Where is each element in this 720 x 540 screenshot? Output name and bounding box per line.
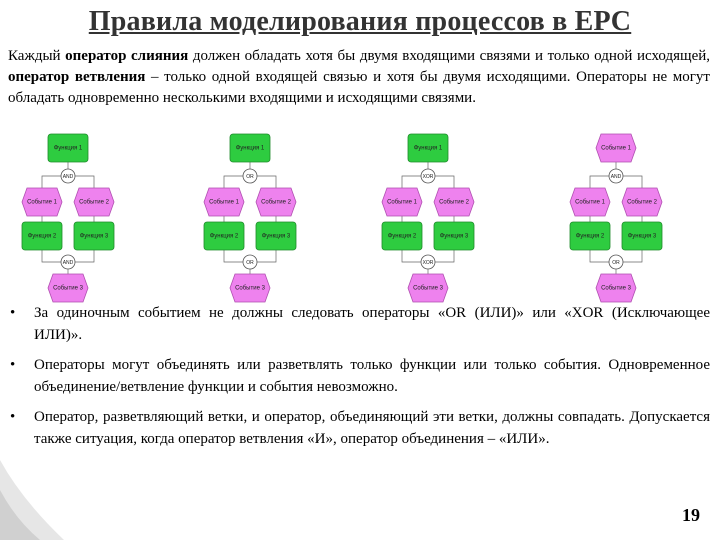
connector-line: [75, 250, 94, 262]
operator-label: XOR: [422, 173, 434, 180]
connector-line: [257, 176, 276, 188]
intro-term-merge-operator: оператор слияния: [65, 48, 189, 64]
connector-line: [435, 250, 454, 262]
rules-list: [8, 302, 710, 458]
intro-term-branch-operator: оператор ветвления: [8, 69, 146, 85]
epc-diagram: [382, 134, 474, 302]
connector-line: [42, 250, 61, 262]
connector-line: [42, 176, 61, 188]
bullet-icon: •: [10, 357, 16, 373]
operator-label: AND: [62, 173, 74, 180]
row2-left-node-label: Событие 1: [27, 199, 57, 206]
connector-line: [435, 176, 454, 188]
rule-item: [8, 354, 710, 398]
epc-diagram: [570, 134, 662, 302]
page-number: 19: [682, 505, 700, 525]
top-node-label: Функция 1: [413, 145, 443, 152]
connector-line: [590, 250, 609, 262]
top-node-label: Событие 1: [601, 145, 631, 152]
connector-line: [224, 250, 243, 262]
rule-item: [8, 302, 710, 346]
operator-label: AND: [62, 259, 74, 266]
connector-line: [402, 250, 421, 262]
connector-line: [224, 176, 243, 188]
row3-left-node-label: Функция 2: [387, 233, 417, 240]
rule-text: За одиночным событием не должны следовать операторы «OR (ИЛИ)» или «XOR (Исключающее ИЛИ)».: [34, 305, 710, 343]
operator-label: OR: [246, 259, 254, 266]
operator-label: OR: [246, 173, 254, 180]
top-node-label: Функция 1: [235, 145, 265, 152]
connector-line: [75, 176, 94, 188]
bullet-icon: •: [10, 305, 16, 321]
connector-line: [402, 176, 421, 188]
intro-text-1: Каждый: [8, 48, 66, 64]
row2-left-node-label: Событие 1: [575, 199, 605, 206]
bullet-icon: •: [10, 409, 16, 425]
row3-left-node-label: Функция 2: [27, 233, 57, 240]
rule-item: [8, 406, 710, 450]
bottom-node-label: Событие 3: [413, 285, 443, 292]
epc-diagram: [22, 134, 114, 302]
connector-line: [623, 176, 642, 188]
row3-right-node-label: Функция 3: [79, 233, 109, 240]
operator-label: XOR: [422, 259, 434, 266]
bottom-node-label: Событие 3: [53, 285, 83, 292]
row2-left-node-label: Событие 1: [387, 199, 417, 206]
corner-decoration: [0, 430, 64, 540]
connector-line: [623, 250, 642, 262]
intro-paragraph: [8, 46, 710, 109]
slide-title: Правила моделирования процессов в EPC: [88, 6, 632, 37]
row3-right-node-label: Функция 3: [627, 233, 657, 240]
row3-right-node-label: Функция 3: [261, 233, 291, 240]
row3-right-node-label: Функция 3: [439, 233, 469, 240]
row2-right-node-label: Событие 2: [261, 199, 291, 206]
bottom-node-label: Событие 3: [235, 285, 265, 292]
epc-diagrams: [0, 126, 720, 306]
rule-text: Операторы могут объединять или разветвлять только функции или только события. Одновременное объединение/ветвление функции и события невозможно.: [34, 357, 710, 395]
rule-text: Оператор, разветвляющий ветки, и оператор, объединяющий эти ветки, должны совпадать. Допускается также ситуация, когда оператор ветвления «И», оператор объединения – «ИЛИ».: [34, 409, 710, 447]
row2-right-node-label: Событие 2: [439, 199, 469, 206]
bottom-node-label: Событие 3: [601, 285, 631, 292]
intro-text-3: – только одной входящей связью и хотя бы двумя исходящими. Операторы не могут обладать одновременно несколькими входящими и исходящими связями.: [8, 69, 710, 106]
row2-right-node-label: Событие 2: [627, 199, 657, 206]
intro-text-2: должен обладать хотя бы двумя входящими связями и только одной исходящей,: [188, 48, 710, 64]
row3-left-node-label: Функция 2: [209, 233, 239, 240]
operator-label: AND: [610, 173, 622, 180]
connector-line: [590, 176, 609, 188]
epc-diagram: [204, 134, 296, 302]
row2-left-node-label: Событие 1: [209, 199, 239, 206]
operator-label: OR: [612, 259, 620, 266]
top-node-label: Функция 1: [53, 145, 83, 152]
connector-line: [257, 250, 276, 262]
row2-right-node-label: Событие 2: [79, 199, 109, 206]
row3-left-node-label: Функция 2: [575, 233, 605, 240]
